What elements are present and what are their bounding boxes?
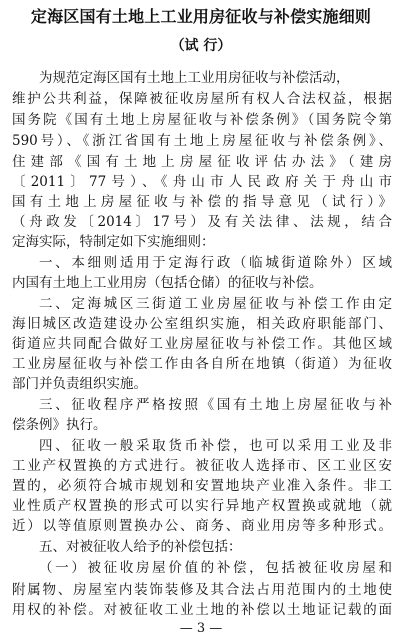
text-line: 维护公共利益，保障被征收房屋所有权人合法权益，根据 (12, 91, 392, 107)
text-line: 部门并负责组织实施。 (12, 376, 147, 392)
text-line: 工业房屋征收与补偿工作由各自所在地镇（街道）为征收 (12, 356, 392, 372)
text-line: 国有土地上房屋征收与补偿的指导意见（试行）》 (12, 194, 392, 210)
text-line: （一）被征收房屋价值的补偿，包括被征收房屋和 (39, 560, 392, 576)
text-line: 一、本细则适用于定海行政（临城街道除外）区域 (39, 255, 392, 271)
text-line: 偿条例》执行。 (12, 417, 107, 433)
text-line: 内国有土地上工业用房（包括仓储）的征收与补偿。 (12, 275, 323, 291)
text-line: 附属物、房屋室内装饰装修及其合法占用范围内的土地使 (12, 582, 392, 598)
text-line: 近）以等值原则置换办公、商务、商业用房等多种形式。 (12, 518, 392, 534)
text-line: 为规范定海区国有土地上工业用房征收与补偿活动， (39, 70, 350, 86)
page-number: — 3 — (179, 621, 223, 636)
text-line: 国务院《国有土地上房屋征收与补偿条例》（国务院令第 (12, 112, 392, 128)
document-subtitle: （试 行） (170, 38, 232, 54)
text-line: （舟政发〔2014〕17号）及有关法律、法规，结合 (12, 214, 392, 230)
text-line: 590号）、《浙江省国有土地上房屋征收与补偿条例》、 (12, 133, 392, 149)
text-line: 四、征收一般采取货币补偿，也可以采用工业及非 (39, 438, 392, 454)
text-line: 〔2011〕77号）、《舟山市人民政府关于舟山市 (12, 174, 392, 190)
text-line: 三、征收程序严格按照《国有土地上房屋征收与补 (39, 397, 392, 413)
text-line: 海旧城区改造建设办公室组织实施，相关政府职能部门、 (12, 316, 392, 332)
text-line: 用权的补偿。对被征收工业土地的补偿以土地证记载的面 (12, 602, 392, 618)
text-line: 二、定海城区三街道工业房屋征收与补偿工作由定 (39, 296, 392, 312)
text-line: 置的，必须符合城市规划和安置地块产业准入条件。非工 (12, 478, 392, 494)
document-title: 定海区国有土地上工业用房征收与补偿实施细则 (30, 7, 372, 26)
text-line: 住建部《国有土地上房屋征收评估办法》（建房 (12, 154, 392, 170)
text-line: 工业产权置换的方式进行。被征收人选择市、区工业区安 (12, 458, 392, 474)
text-line: 五、对被征收人给予的补偿包括： (39, 539, 242, 555)
text-line: 业性质产权置换的形式可以实行异地产权置换或就地（就 (12, 498, 392, 514)
text-line: 定海实际，特制定如下实施细则： (12, 234, 215, 250)
text-line: 街道应共同配合做好工业房屋征收与补偿工作。其他区域 (12, 336, 392, 352)
